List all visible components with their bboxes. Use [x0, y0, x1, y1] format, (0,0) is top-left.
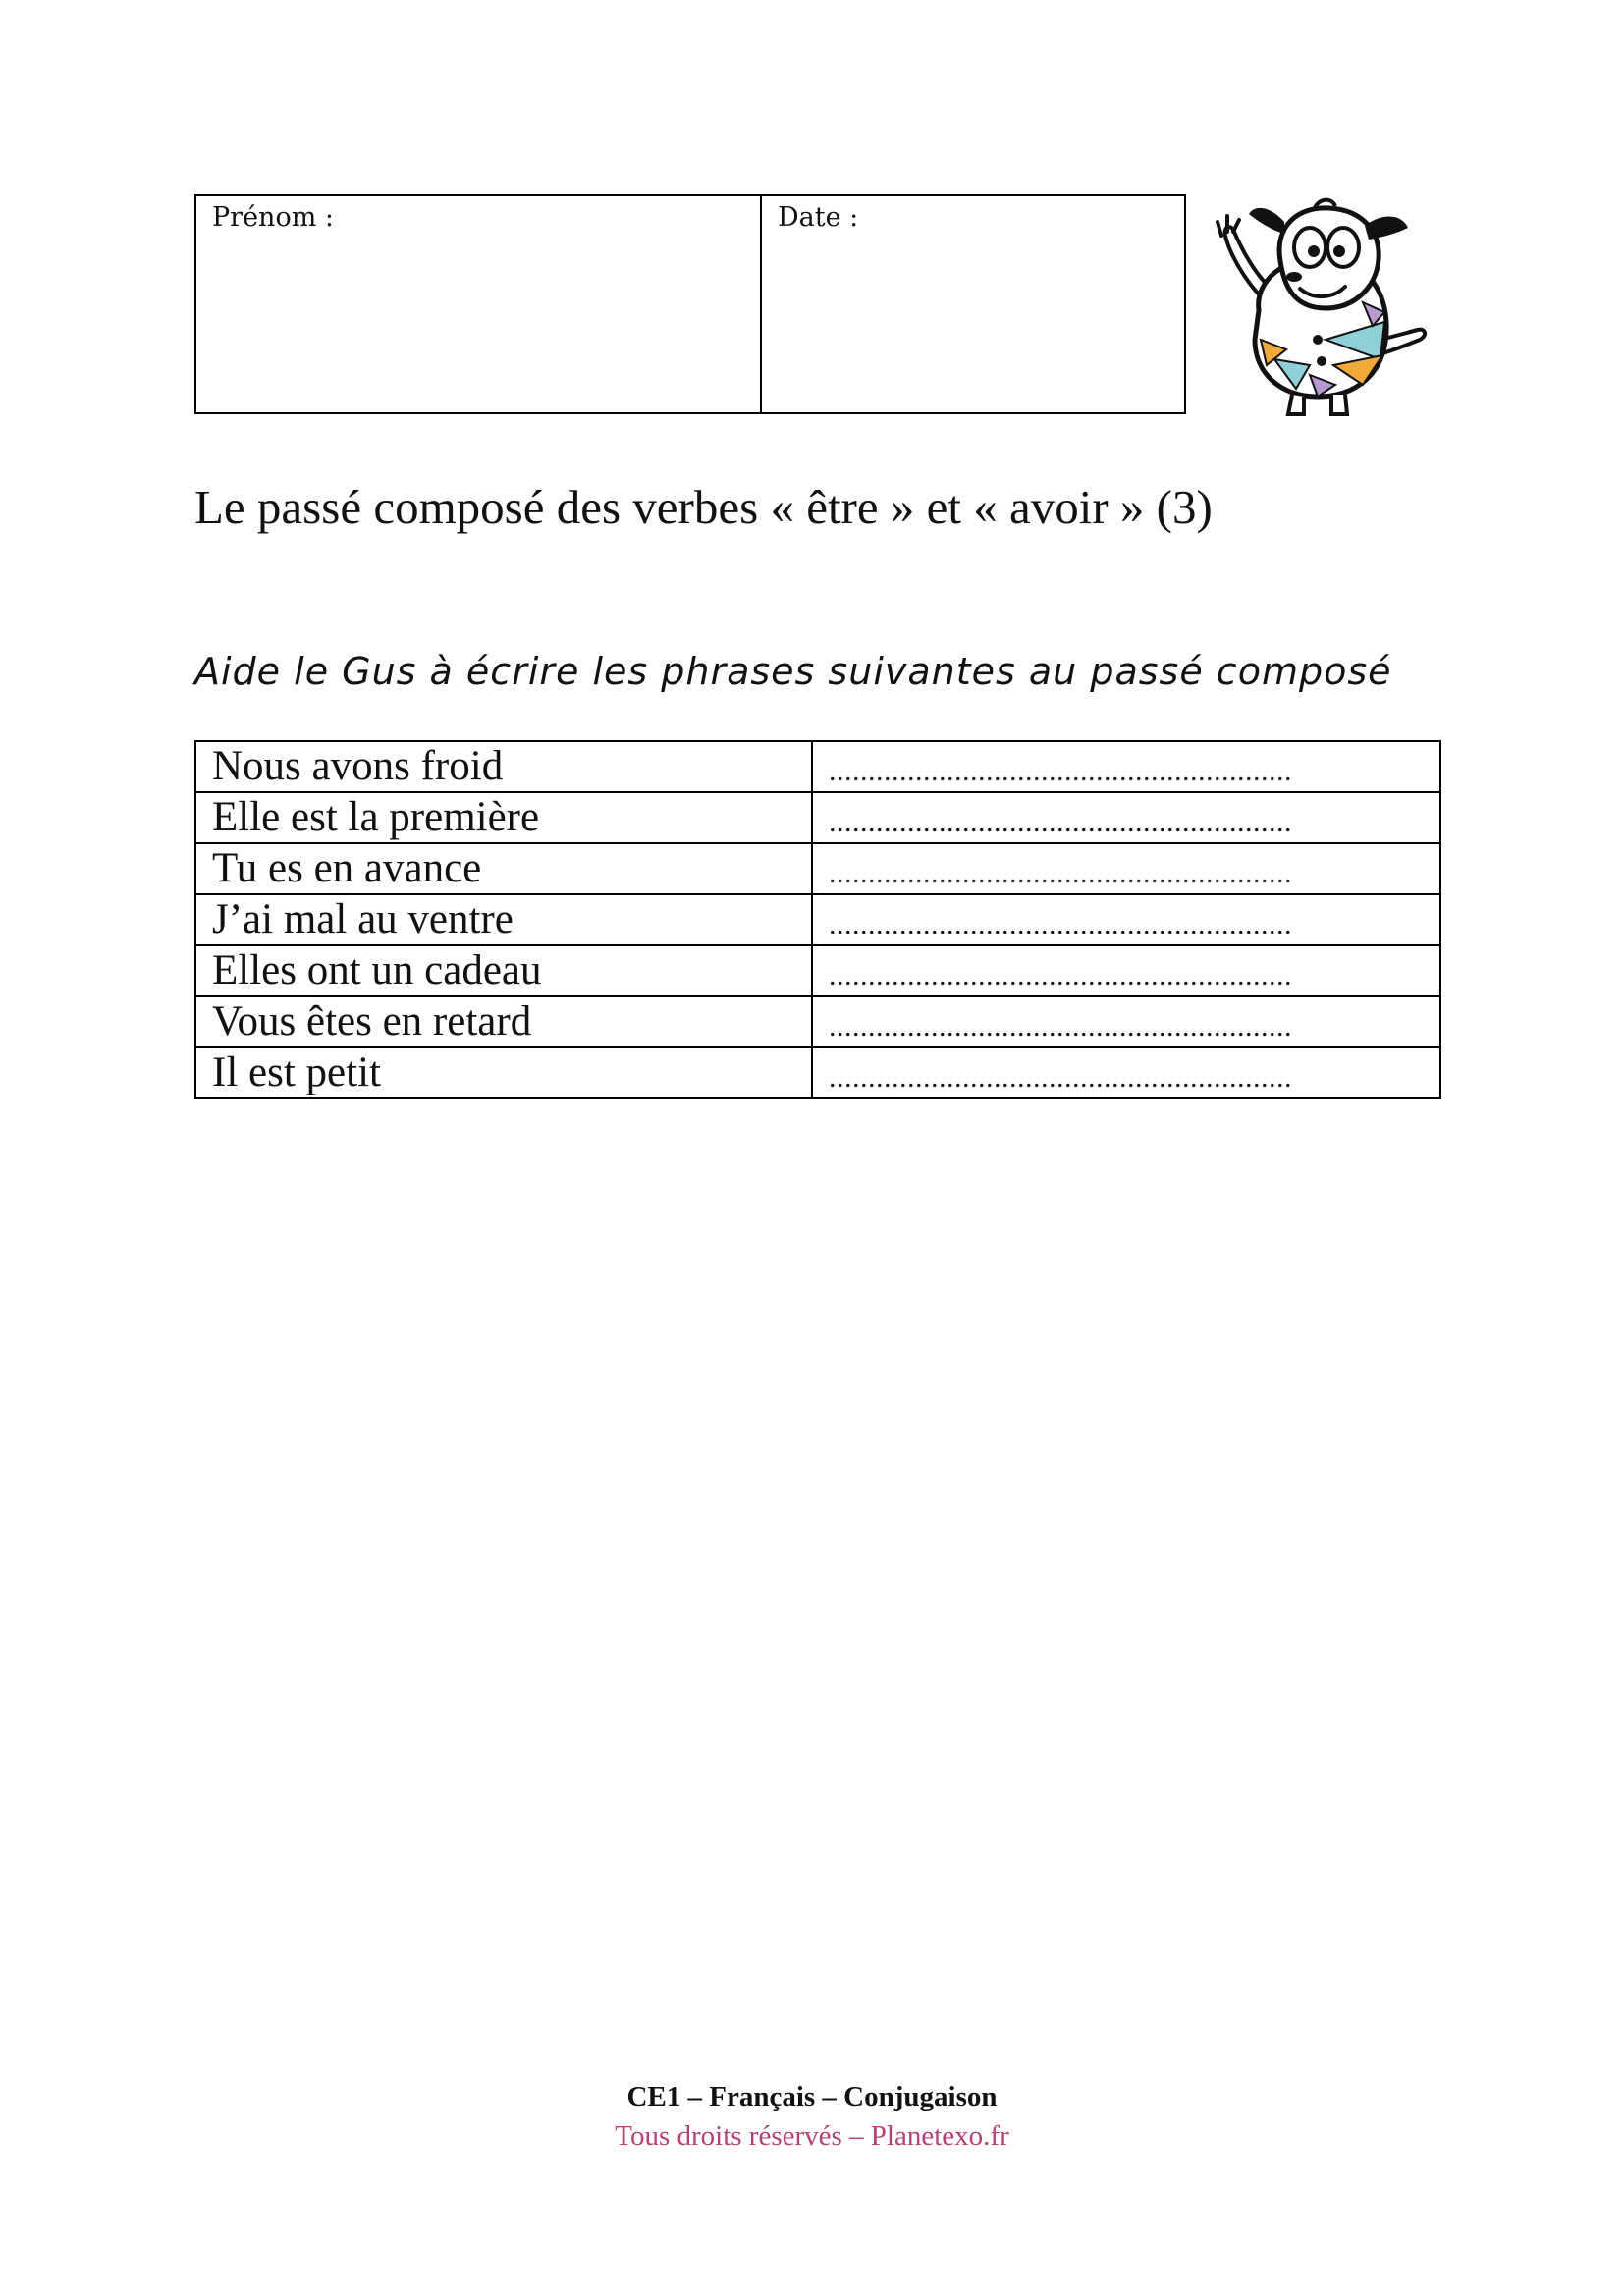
sentence-cell: J’ai mal au ventre	[195, 894, 812, 945]
table-row	[195, 792, 1440, 843]
prenom-field[interactable]	[196, 196, 762, 412]
date-field[interactable]	[762, 196, 1184, 412]
answer-cell[interactable]: ...........................................................	[812, 1047, 1440, 1098]
sentence-cell: Nous avons froid	[195, 741, 812, 792]
table-row	[195, 843, 1440, 894]
prenom-label: Prénom :	[212, 202, 334, 233]
worksheet-title: Le passé composé des verbes « être » et « avoir » (3)	[194, 480, 1213, 534]
answer-cell[interactable]: ...........................................................	[812, 945, 1440, 996]
sentence-cell: Elle est la première	[195, 792, 812, 843]
exercise-instruction: Aide le Gus à écrire les phrases suivantes au passé composé	[194, 650, 1392, 693]
gus-sheep-mascot-icon	[1216, 192, 1437, 418]
footer-rights: Tous droits réservés – Planetexo.fr	[615, 2120, 1009, 2152]
table-row	[195, 996, 1440, 1047]
table-row	[195, 741, 1440, 792]
sentence-cell: Vous êtes en retard	[195, 996, 812, 1047]
sentence-cell: Il est petit	[195, 1047, 812, 1098]
answer-cell[interactable]: ...........................................................	[812, 792, 1440, 843]
student-info-box	[194, 194, 1186, 414]
answer-cell[interactable]: ...........................................................	[812, 894, 1440, 945]
table-row	[195, 1047, 1440, 1098]
table-row	[195, 894, 1440, 945]
answer-cell[interactable]: ...........................................................	[812, 843, 1440, 894]
answer-cell[interactable]: ...........................................................	[812, 996, 1440, 1047]
sentence-cell: Tu es en avance	[195, 843, 812, 894]
sentence-cell: Elles ont un cadeau	[195, 945, 812, 996]
answer-cell[interactable]: ...........................................................	[812, 741, 1440, 792]
table-row	[195, 945, 1440, 996]
date-label: Date :	[778, 202, 859, 233]
exercise-table	[194, 740, 1441, 1099]
footer-level: CE1 – Français – Conjugaison	[626, 2081, 998, 2112]
